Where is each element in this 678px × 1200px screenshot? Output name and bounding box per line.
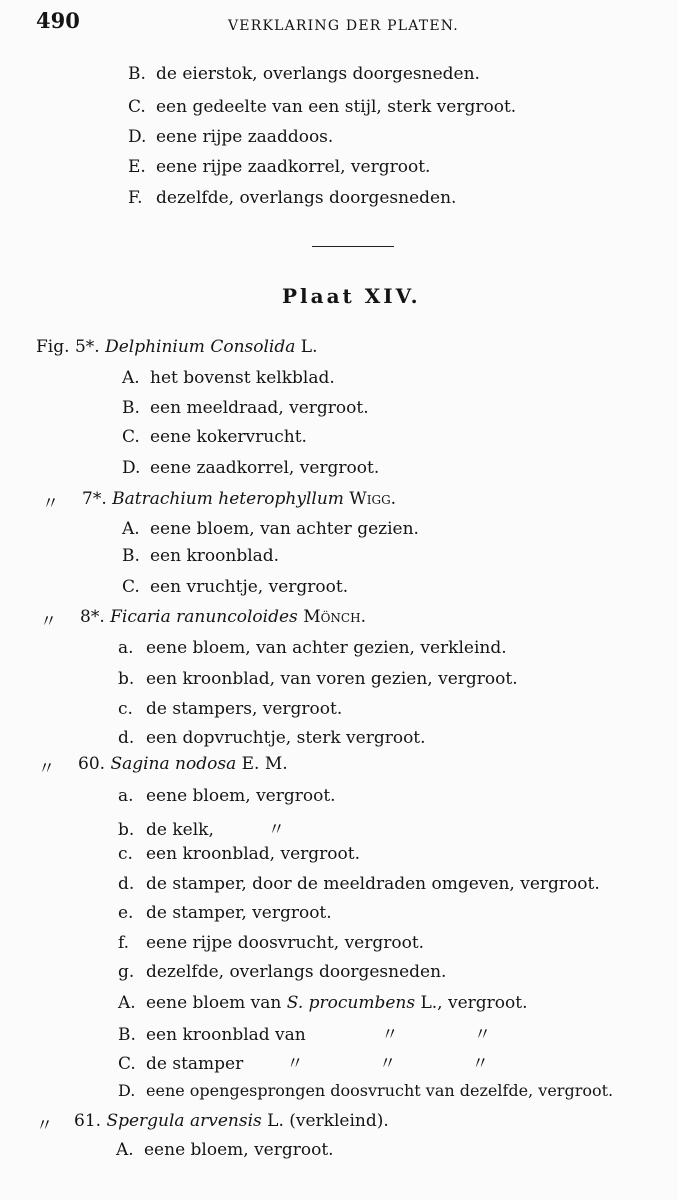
list-item: B. een kroonblad. — [122, 546, 280, 566]
figure-heading: 7*. Batrachium heterophyllum Wigg. — [82, 489, 397, 509]
list-item: D. eene opengesprongen doosvrucht van dezelfde, vergroot. — [118, 1081, 614, 1100]
page-number: 490 — [36, 8, 80, 33]
figure-ditto-mark: 〃 — [40, 612, 57, 632]
list-item: A. eene bloem van S. procumbens L., vergroot. — [118, 993, 528, 1013]
list-item: d. een dopvruchtje, sterk vergroot. — [118, 728, 426, 748]
list-item: A. eene bloem, vergroot. — [116, 1140, 334, 1160]
list-item: d. de stamper, door de meeldraden omgeven, vergroot. — [118, 874, 600, 894]
list-item: B. een meeldraad, vergroot. — [122, 398, 369, 418]
plate-title: Plaat XIV. — [282, 284, 421, 308]
list-item: C. de stamper 〃 〃 〃 — [118, 1054, 489, 1074]
list-item: B. een kroonblad van 〃 〃 — [118, 1025, 492, 1045]
list-item: E. eene rijpe zaadkorrel, vergroot. — [128, 157, 431, 177]
list-item: D. eene zaadkorrel, vergroot. — [122, 458, 380, 478]
list-item: C. eene kokervrucht. — [122, 427, 307, 447]
list-item: b. de kelk, 〃 — [118, 820, 285, 840]
list-item: A. eene bloem, van achter gezien. — [122, 519, 419, 539]
list-item: B. de eierstok, overlangs doorgesneden. — [128, 64, 480, 84]
list-item: D. eene rijpe zaaddoos. — [128, 127, 334, 147]
list-item: g. dezelfde, overlangs doorgesneden. — [118, 962, 447, 982]
running-title: VERKLARING DER PLATEN. — [228, 18, 459, 34]
list-item: c. een kroonblad, vergroot. — [118, 844, 360, 864]
figure-heading: Fig. 5*. Delphinium Consolida L. — [36, 337, 318, 357]
figure-ditto-mark: 〃 — [42, 494, 59, 514]
list-item: A. het bovenst kelkblad. — [122, 368, 335, 388]
list-item: C. een gedeelte van een stijl, sterk vergroot. — [128, 97, 517, 117]
list-item: C. een vruchtje, vergroot. — [122, 577, 349, 597]
list-item: b. een kroonblad, van voren gezien, vergroot. — [118, 669, 518, 689]
figure-ditto-mark: 〃 — [36, 1116, 53, 1136]
figure-heading: 61. Spergula arvensis L. (verkleind). — [74, 1111, 389, 1131]
list-item: c. de stampers, vergroot. — [118, 699, 343, 719]
list-item: a. eene bloem, van achter gezien, verkleind. — [118, 638, 507, 658]
figure-heading: 8*. Ficaria ranuncoloides Mönch. — [80, 607, 366, 627]
section-divider — [312, 246, 394, 247]
figure-heading: 60. Sagina nodosa E. M. — [78, 754, 288, 774]
figure-ditto-mark: 〃 — [38, 759, 55, 779]
list-item: f. eene rijpe doosvrucht, vergroot. — [118, 933, 425, 953]
list-item: F. dezelfde, overlangs doorgesneden. — [128, 188, 457, 208]
list-item: a. eene bloem, vergroot. — [118, 786, 336, 806]
list-item: e. de stamper, vergroot. — [118, 903, 332, 923]
